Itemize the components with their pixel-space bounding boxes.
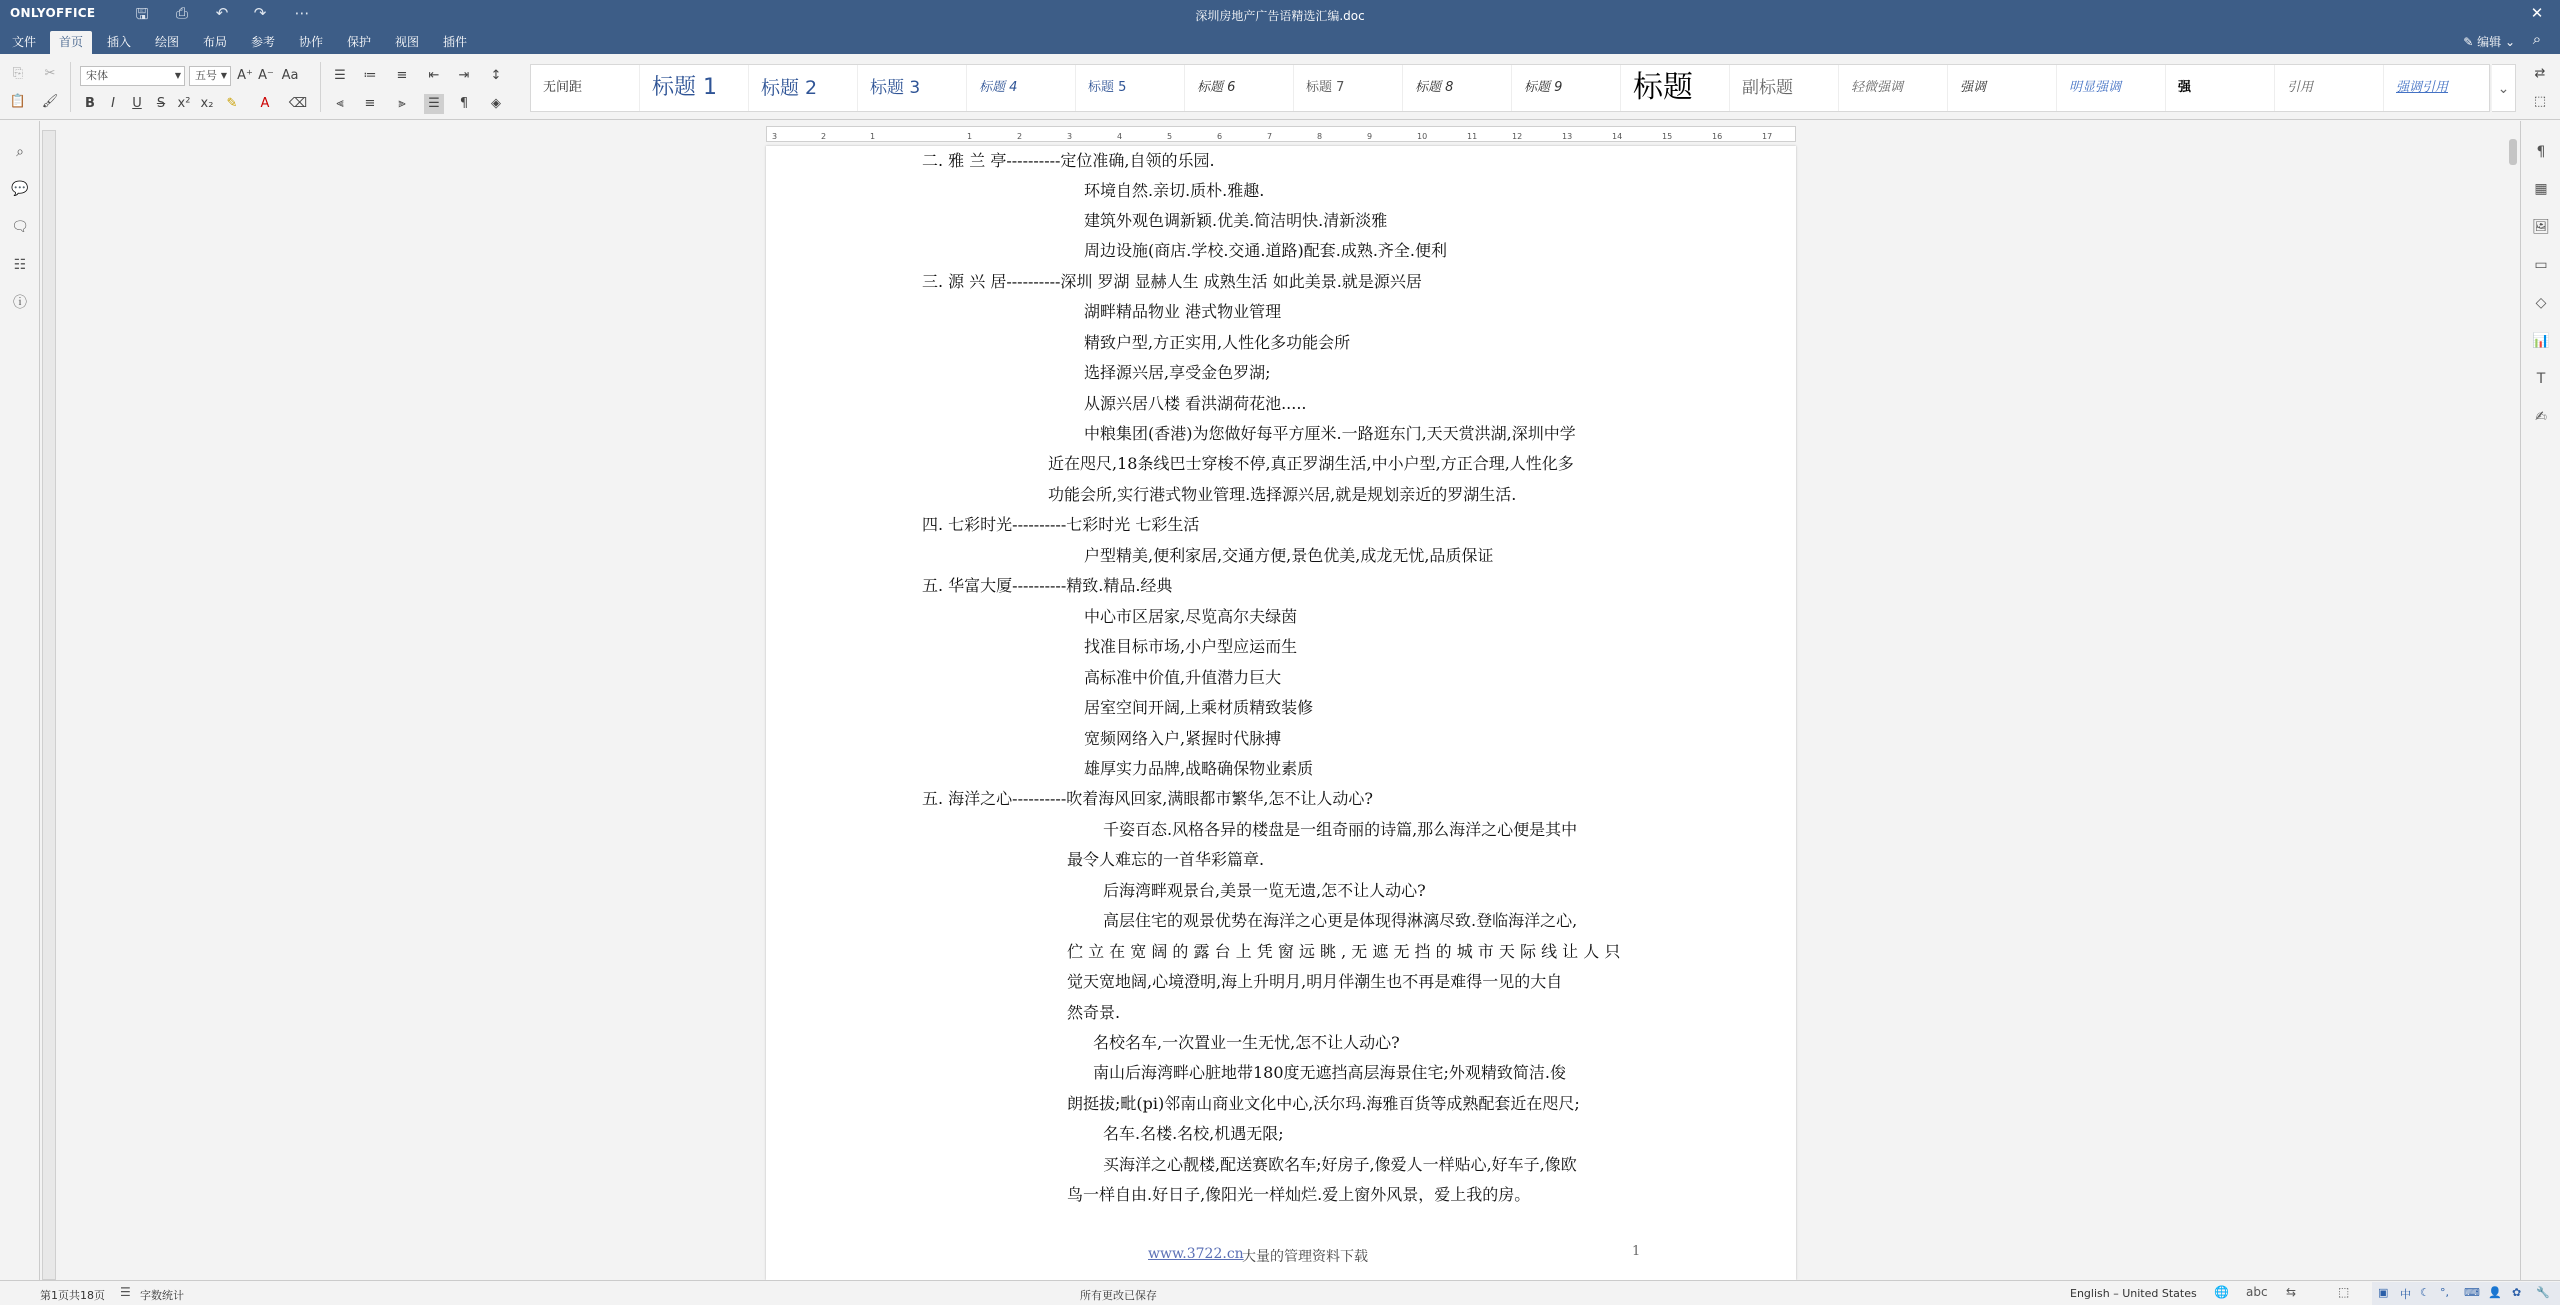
save-icon[interactable]: 🖫 xyxy=(135,5,149,23)
style-heading-8[interactable]: 标题 8 xyxy=(1403,65,1512,111)
ruler-tick: 3 xyxy=(772,132,778,141)
align-left-icon[interactable]: ⫷ xyxy=(336,96,344,111)
doc-line: 四. 七彩时光----------七彩时光 七彩生活 xyxy=(922,515,1200,534)
highlight-icon[interactable]: ✎ xyxy=(226,96,238,111)
paragraph-marks-icon[interactable]: ¶ xyxy=(459,96,469,111)
save-status: 所有更改已保存 xyxy=(1080,1289,1157,1302)
style-title[interactable]: 标题 xyxy=(1621,65,1730,111)
doc-line: 湖畔精品物业 港式物业管理 xyxy=(1084,302,1282,321)
ruler-tick: 4 xyxy=(1117,132,1123,141)
doc-line: 千姿百态.风格各异的楼盘是一组奇丽的诗篇,那么海洋之心便是其中 xyxy=(1103,820,1578,839)
decrease-font-icon[interactable]: A⁻ xyxy=(258,68,274,83)
tab-insert[interactable]: 插入 xyxy=(106,35,131,49)
select-all-icon[interactable]: ⬚ xyxy=(2533,94,2547,109)
doc-line: 五. 海洋之心----------吹着海风回家,满眼都市繁华,怎不让人动心? xyxy=(922,789,1373,808)
decrease-indent-icon[interactable]: ⇤ xyxy=(428,68,440,83)
clear-format-icon[interactable]: ⌫ xyxy=(288,96,308,111)
shading-icon[interactable]: ◈ xyxy=(491,96,501,111)
doc-line: 近在咫尺,18条线巴士穿梭不停,真正罗湖生活,中小户型,方正合理,人性化多 xyxy=(1048,454,1574,473)
vertical-scrollbar[interactable] xyxy=(2506,121,2520,1280)
status-bar xyxy=(0,1280,2560,1305)
footer-link[interactable]: www.3722.cn xyxy=(1148,1246,1244,1262)
doc-line: 名车.名楼.名校,机遇无限; xyxy=(1103,1124,1284,1143)
strikethrough-icon[interactable]: S xyxy=(156,96,166,111)
app-logo: ONLYOFFICE xyxy=(10,6,96,20)
cut-icon[interactable]: ✂ xyxy=(44,66,56,81)
shape-settings-icon[interactable]: ◇ xyxy=(2535,295,2547,311)
style-heading-7[interactable]: 标题 7 xyxy=(1294,65,1403,111)
page-indicator[interactable]: 第1页共18页 xyxy=(40,1289,105,1302)
style-quote[interactable]: 引用 xyxy=(2275,65,2384,111)
ruler-tick: 3 xyxy=(1067,132,1073,141)
justify-icon[interactable]: ☰ xyxy=(424,94,444,114)
left-sidebar xyxy=(0,121,40,1280)
underline-icon[interactable]: U xyxy=(132,96,142,111)
doc-line: 精致户型,方正实用,人性化多功能会所 xyxy=(1084,333,1351,352)
style-strong[interactable]: 强 xyxy=(2166,65,2275,111)
moon-icon[interactable]: ☾ xyxy=(2420,1286,2430,1299)
doc-line: 环境自然.亲切.质朴.雅趣. xyxy=(1084,181,1265,200)
doc-line: 选择源兴居,享受金色罗湖; xyxy=(1084,363,1271,382)
tab-collaborate[interactable]: 协作 xyxy=(298,35,323,49)
find-icon[interactable]: ⌕ xyxy=(16,144,24,160)
close-icon[interactable]: ✕ xyxy=(2530,4,2544,22)
font-name-value: 宋体 xyxy=(86,69,108,82)
font-size-select[interactable]: 五号 ▼ xyxy=(189,66,231,86)
word-count-icon: ☰ xyxy=(120,1285,131,1299)
chat-icon[interactable]: 🗨 xyxy=(11,219,29,235)
style-heading-1[interactable]: 标题 1 xyxy=(640,65,749,111)
ruler-tick: 11 xyxy=(1467,132,1478,141)
about-icon[interactable]: ⓘ xyxy=(13,295,27,311)
replace-icon[interactable]: ⇄ xyxy=(2534,66,2546,81)
vertical-ruler xyxy=(42,130,56,1280)
doc-line: 中粮集团(香港)为您做好每平方厘米.一路逛东门,天天赏洪湖,深圳中学 xyxy=(1084,424,1576,443)
ruler-tick: 1 xyxy=(870,132,876,141)
scrollbar-thumb[interactable] xyxy=(2509,139,2517,165)
ribbon-tabs xyxy=(0,28,2560,54)
font-color-icon[interactable]: A xyxy=(260,96,270,111)
tools-icon[interactable]: 🔧 xyxy=(2536,1286,2550,1299)
doc-line: 觉天宽地阔,心境澄明,海上升明月,明月伴潮生也不再是难得一见的大自 xyxy=(1067,972,1563,991)
page-number: 1 xyxy=(1632,1244,1641,1259)
title-bar xyxy=(0,0,2560,28)
style-heading-3[interactable]: 标题 3 xyxy=(858,65,967,111)
ruler-tick: 2 xyxy=(821,132,827,141)
style-intense-quote[interactable]: 强调引用 xyxy=(2384,65,2491,111)
ruler-tick: 13 xyxy=(1562,132,1573,141)
increase-font-icon[interactable]: A⁺ xyxy=(237,68,253,83)
skin-icon[interactable]: ✿ xyxy=(2512,1286,2522,1299)
tray-lang-zh[interactable]: 中 xyxy=(2400,1288,2411,1301)
align-right-icon[interactable]: ⫸ xyxy=(398,96,406,111)
paste-icon[interactable]: 📋 xyxy=(9,94,27,109)
ruler-tick: 17 xyxy=(1762,132,1773,141)
search-icon[interactable]: ⌕ xyxy=(2532,30,2542,48)
home-toolbar xyxy=(0,54,2560,120)
doc-line: 买海洋之心靓楼,配送赛欧名车;好房子,像爱人一样贴心,好车子,像欧 xyxy=(1103,1155,1577,1174)
ruler-tick: 6 xyxy=(1217,132,1223,141)
tab-plugins[interactable]: 插件 xyxy=(442,35,467,49)
ruler-tick: 16 xyxy=(1712,132,1723,141)
tab-home[interactable]: 首页 xyxy=(50,31,92,54)
numbered-list-icon[interactable]: ≔ xyxy=(363,68,377,83)
image-settings-icon[interactable]: 🖼 xyxy=(2532,219,2550,235)
table-settings-icon[interactable]: ▦ xyxy=(2534,181,2548,197)
edit-mode-label: 编辑 xyxy=(2477,35,2502,49)
doc-line: 鸟一样自由.好日子,像阳光一样灿烂.爱上窗外风景，爱上我的房。 xyxy=(1067,1185,1531,1204)
edit-mode-button[interactable]: ✎ 编辑 ⌄ xyxy=(2463,35,2515,49)
doc-line: 功能会所,实行港式物业管理.选择源兴居,就是规划亲近的罗湖生活. xyxy=(1048,485,1517,504)
undo-icon[interactable]: ↶ xyxy=(215,4,229,22)
comments-icon[interactable]: 💬 xyxy=(11,181,29,197)
tab-layout[interactable]: 布局 xyxy=(202,35,227,49)
ruler-tick: 10 xyxy=(1417,132,1428,141)
doc-line: 找准目标市场,小户型应运而生 xyxy=(1084,637,1298,656)
styles-gallery xyxy=(530,64,2490,112)
doc-line: 二. 雅 兰 亭----------定位准确,自领的乐园. xyxy=(922,151,1215,170)
ruler-tick: 2 xyxy=(1017,132,1023,141)
doc-line: 朗挺拔;毗(pi)邻南山商业文化中心,沃尔玛.海雅百货等成熟配套近在咫尺; xyxy=(1067,1094,1580,1113)
horizontal-ruler[interactable] xyxy=(766,126,1796,142)
text-art-icon[interactable]: T xyxy=(2536,371,2546,387)
style-emphasis[interactable]: 强调 xyxy=(1948,65,2057,111)
ruler-tick: 15 xyxy=(1662,132,1673,141)
bold-icon[interactable]: B xyxy=(85,96,95,111)
right-sidebar xyxy=(2520,121,2560,1280)
multilevel-list-icon[interactable]: ≡ xyxy=(396,68,408,83)
style-heading-5[interactable]: 标题 5 xyxy=(1076,65,1185,111)
style-no-spacing[interactable]: 无间距 xyxy=(531,65,640,111)
tab-view[interactable]: 视图 xyxy=(394,35,419,49)
align-center-icon[interactable]: ≡ xyxy=(364,96,376,111)
doc-line: 南山后海湾畔心脏地带180度无遮挡高层海景住宅;外观精致简洁.俊 xyxy=(1093,1063,1567,1082)
change-case-icon[interactable]: Aa xyxy=(281,68,299,83)
doc-line: 后海湾畔观景台,美景一览无遗,怎不让人动心? xyxy=(1103,881,1426,900)
format-painter-icon[interactable]: 🖌 xyxy=(41,94,59,109)
doc-line: 建筑外观色调新颖.优美.简洁明快.清新淡雅 xyxy=(1084,211,1388,230)
doc-line: 高标准中价值,升值潜力巨大 xyxy=(1084,668,1282,687)
style-subtle-emphasis[interactable]: 轻微强调 xyxy=(1839,65,1948,111)
redo-icon[interactable]: ↷ xyxy=(253,4,267,22)
doc-line: 五. 华富大厦----------精致.精品.经典 xyxy=(922,576,1173,595)
tab-file[interactable]: 文件 xyxy=(11,35,36,49)
paragraph-settings-icon[interactable]: ¶ xyxy=(2536,144,2546,160)
ruler-tick: 1 xyxy=(967,132,973,141)
ruler-tick: 7 xyxy=(1267,132,1273,141)
user-icon[interactable]: 👤 xyxy=(2488,1286,2502,1299)
doc-line: 最令人难忘的一首华彩篇章. xyxy=(1067,850,1265,869)
navigation-icon[interactable]: ☷ xyxy=(13,257,27,273)
globe-icon[interactable]: 🌐 xyxy=(2214,1285,2229,1299)
ruler-tick: 5 xyxy=(1167,132,1173,141)
font-size-value: 五号 xyxy=(195,69,217,82)
increase-indent-icon[interactable]: ⇥ xyxy=(458,68,470,83)
footer-text: 大量的管理资料下载 xyxy=(1242,1249,1368,1265)
ruler-tick: 8 xyxy=(1317,132,1323,141)
document-page[interactable] xyxy=(766,146,1796,1280)
chevron-down-icon: ⌄ xyxy=(2497,81,2510,97)
doc-line: 中心市区居家,尽览高尔夫绿茵 xyxy=(1084,607,1298,626)
spellcheck-icon[interactable]: abc xyxy=(2246,1285,2268,1299)
style-heading-6[interactable]: 标题 6 xyxy=(1185,65,1294,111)
punctuation-icon[interactable]: °, xyxy=(2440,1286,2449,1299)
input-method-icon[interactable]: ▣ xyxy=(2378,1286,2389,1299)
chart-settings-icon[interactable]: 📊 xyxy=(2532,333,2550,349)
ruler-tick: 14 xyxy=(1612,132,1623,141)
doc-line: 高层住宅的观景优势在海洋之心更是体现得淋漓尽致.登临海洋之心, xyxy=(1103,911,1578,930)
line-spacing-icon[interactable]: ↕ xyxy=(490,68,502,83)
document-title: 深圳房地产广告语精选汇编.doc xyxy=(1195,9,1365,23)
header-footer-icon[interactable]: ▭ xyxy=(2534,257,2548,273)
style-heading-2[interactable]: 标题 2 xyxy=(749,65,858,111)
bullet-list-icon[interactable]: ☰ xyxy=(334,68,346,83)
font-name-select[interactable]: 宋体 ▼ xyxy=(80,66,185,86)
doc-line: 周边设施(商店.学校.交通.道路)配套.成熟.齐全.便利 xyxy=(1084,241,1448,260)
ruler-tick: 9 xyxy=(1367,132,1373,141)
doc-line: 宽频网络入户,紧握时代脉搏 xyxy=(1084,729,1282,748)
doc-line: 户型精美,便利家居,交通方便,景色优美,成龙无忧,品质保证 xyxy=(1084,546,1494,565)
doc-line: 然奇景. xyxy=(1067,1003,1121,1022)
language-select[interactable]: English – United States xyxy=(2070,1287,2197,1300)
fit-page-icon[interactable]: ⬚ xyxy=(2338,1285,2350,1299)
tab-draw[interactable]: 绘图 xyxy=(154,35,179,49)
word-count-button[interactable]: 字数统计 xyxy=(140,1289,184,1302)
style-heading-4[interactable]: 标题 4 xyxy=(967,65,1076,111)
keyboard-icon[interactable]: ⌨ xyxy=(2464,1286,2480,1299)
doc-line: 三. 源 兴 居----------深圳 罗湖 显赫人生 成熟生活 如此美景.就是源兴居 xyxy=(922,272,1422,291)
copy-icon[interactable]: ⎘ xyxy=(12,66,24,81)
style-subtitle[interactable]: 副标题 xyxy=(1730,65,1839,111)
doc-line: 居室空间开阔,上乘材质精致装修 xyxy=(1084,698,1314,717)
doc-line: 雄厚实力品牌,战略确保物业素质 xyxy=(1084,759,1314,778)
style-intense-emphasis[interactable]: 明显强调 xyxy=(2057,65,2166,111)
doc-line: 伫 立 在 宽 阔 的 露 台 上 凭 窗 远 眺 , 无 遮 无 挡 的 城 市 天 际 线 让 人 只 xyxy=(1067,942,1621,961)
styles-expand-button[interactable] xyxy=(2492,64,2516,112)
superscript-icon[interactable]: x² xyxy=(177,96,191,111)
print-icon[interactable]: ⎙ xyxy=(175,4,188,22)
track-changes-icon[interactable]: ⇆ xyxy=(2286,1285,2297,1299)
style-heading-9[interactable]: 标题 9 xyxy=(1512,65,1621,111)
more-icon[interactable]: ⋯ xyxy=(294,4,310,22)
ruler-tick: 12 xyxy=(1512,132,1523,141)
subscript-icon[interactable]: x₂ xyxy=(200,96,214,111)
doc-line: 从源兴居八楼 看洪湖荷花池..... xyxy=(1084,394,1307,413)
tab-protect[interactable]: 保护 xyxy=(346,35,371,49)
tab-references[interactable]: 参考 xyxy=(250,35,275,49)
system-tray xyxy=(2372,1282,2560,1305)
signature-icon[interactable]: ✍ xyxy=(2535,409,2547,425)
doc-line: 名校名车,一次置业一生无忧,怎不让人动心? xyxy=(1093,1033,1400,1052)
italic-icon[interactable]: I xyxy=(111,96,115,111)
